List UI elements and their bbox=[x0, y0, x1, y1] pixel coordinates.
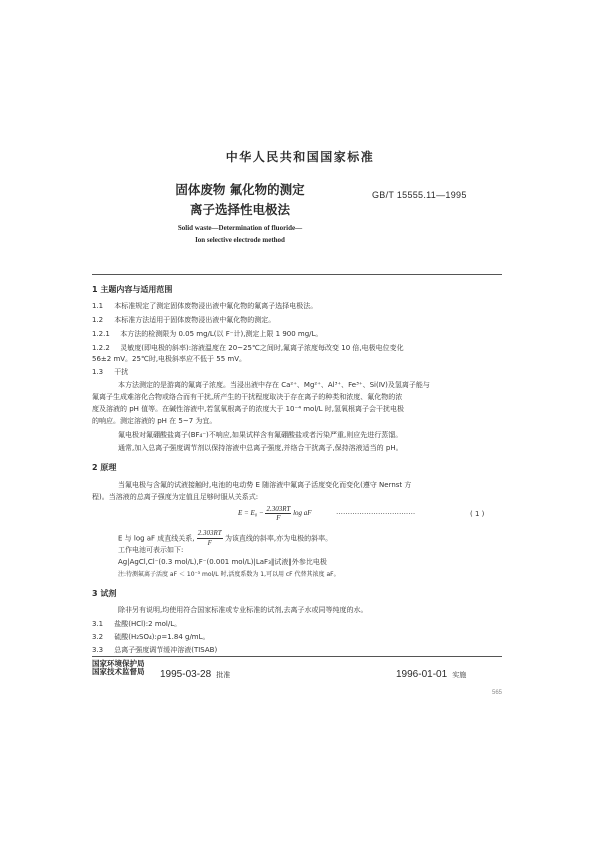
page-number: 565 bbox=[492, 690, 503, 696]
standard-type-heading: 中华人民共和国国家标准 bbox=[225, 150, 375, 164]
principle-note: 注:待测氟离子活度 aF ＜ 10⁻³ mol/L 时,活度系数为 1,可以用 cF 代替其浓度 aF。 bbox=[118, 571, 340, 578]
clause-number: 3.2 bbox=[92, 633, 104, 641]
equation-lhs: E = E₀ − bbox=[238, 509, 264, 518]
clause-text: 本方法的检测限为 0.05 mg/L(以 F⁻计),测定上限 1 900 mg/L。 bbox=[120, 330, 323, 338]
equation-denominator: F bbox=[276, 514, 281, 522]
reagent-3-2 bbox=[92, 633, 210, 642]
slope-text-a: E 与 log aF 成直线关系, bbox=[118, 534, 195, 543]
principle-para-line-2: 程)。当溶液的总离子强度为定值且足够时服从关系式: bbox=[92, 493, 259, 501]
interference-para-line-4: 的响应。测定溶液的 pH 在 5~7 为宜。 bbox=[92, 417, 217, 425]
implementation-date: 1996-01-01 bbox=[396, 669, 448, 680]
header-divider bbox=[92, 274, 502, 275]
clause-text: 硫酸(H₂SO₄):ρ=1.84 g/mL。 bbox=[114, 633, 210, 641]
clause-number: 3.1 bbox=[92, 620, 104, 628]
clause-text: 本标准规定了测定固体废物浸出液中氟化物的氟离子选择电极法。 bbox=[114, 302, 318, 310]
equation-tail: log aF bbox=[293, 509, 312, 518]
interference-para-line-2: 氟离子生成难溶化合物或络合而有干扰,所产生的干扰程度取决于存在离子的种类和浓度、氟化物的浓 bbox=[92, 393, 403, 401]
english-title-line-2: Ion selective electrode method bbox=[195, 236, 285, 244]
implementation-date-block bbox=[396, 662, 466, 681]
clause-number: 3.3 bbox=[92, 646, 104, 654]
approval-date: 1995-03-28 bbox=[160, 669, 212, 680]
principle-para-line-1: 当氟电极与含氟的试液接触时,电池的电动势 E 随溶液中氟离子活度变化而变化(遵守 Nernst 方 bbox=[118, 481, 412, 489]
reagent-3-3 bbox=[92, 646, 217, 655]
cell-intro: 工作电池可表示如下: bbox=[118, 546, 184, 554]
slope-numerator: 2.303RT bbox=[197, 529, 222, 537]
interference-para-2: 氟电极对氟硼酸盐离子(BF₄⁻)不响应,如果试样含有氟硼酸盐或者污染严重,则应先进行蒸馏。 bbox=[118, 431, 403, 439]
clause-number: 1.2.2 bbox=[92, 344, 110, 352]
clause-text: 盐酸(HCl):2 mol/L。 bbox=[114, 620, 182, 628]
clause-text: 总离子强度调节缓冲溶液(TISAB) bbox=[114, 646, 218, 654]
slope-text-b: 为该直线的斜率,亦为电极的斜率。 bbox=[224, 534, 333, 543]
clause-1-2-1 bbox=[92, 330, 322, 339]
interference-para-3: 通常,加入总离子强度调节剂以保持溶液中总离子强度,并络合干扰离子,保持溶液适当的 pH。 bbox=[118, 444, 403, 452]
clause-number: 1.2 bbox=[92, 316, 104, 324]
cell-notation: Ag|AgCl,Cl⁻(0.3 mol/L),F⁻(0.001 mol/L)|LaF₃‖试液‖外参比电极 bbox=[118, 558, 327, 566]
clause-number: 1.1 bbox=[92, 302, 104, 310]
approving-org-1: 国家环境保护局 bbox=[92, 659, 145, 668]
section-3-heading: 3 试剂 bbox=[92, 589, 117, 598]
footer-divider bbox=[92, 656, 502, 657]
title-line-1: 固体废物 氟化物的测定 bbox=[175, 182, 305, 197]
section-1-heading: 1 主题内容与适用范围 bbox=[92, 285, 173, 294]
approval-label: 批准 bbox=[216, 671, 231, 679]
equation-leader: ·································· bbox=[336, 510, 416, 518]
clause-text: 干扰 bbox=[114, 368, 129, 376]
title-line-2: 离子选择性电极法 bbox=[189, 202, 290, 217]
clause-1-3 bbox=[92, 368, 128, 377]
implementation-label: 实施 bbox=[452, 671, 467, 679]
equation-fraction bbox=[265, 505, 291, 522]
slope-fraction bbox=[197, 529, 223, 548]
reagents-intro: 除非另有说明,均使用符合国家标准或专业标准的试剂,去离子水或同等纯度的水。 bbox=[118, 606, 368, 614]
section-2-heading: 2 原理 bbox=[92, 463, 117, 472]
clause-1-2-2 bbox=[92, 344, 404, 353]
clause-1-2-2-cont: 56±2 mV。25℃时,电极斜率应不低于 55 mV。 bbox=[92, 355, 247, 363]
clause-1-2 bbox=[92, 316, 275, 325]
interference-para-line-1: 本方法测定的是游离的氟离子浓度。当浸出液中存在 Ca²⁺、Mg²⁺、Al³⁺、Fe³⁺、Si(Ⅳ)及氢离子能与 bbox=[118, 381, 430, 389]
interference-para-line-3: 度及溶液的 pH 值等。在碱性溶液中,若氢氧根离子的浓度大于 10⁻⁴ mol/L 时,氢氧根离子会干扰电极 bbox=[92, 405, 404, 413]
clause-text: 灵敏度(即电极的斜率):溶液温度在 20~25℃之间时,氟离子浓度每改变 10 倍,电极电位变化 bbox=[120, 344, 404, 352]
english-title-line-1: Solid waste—Determination of fluoride— bbox=[177, 224, 303, 232]
clause-number: 1.3 bbox=[92, 368, 104, 376]
equation-number: ( 1 ) bbox=[470, 510, 485, 518]
equation-numerator: 2.303RT bbox=[266, 505, 291, 513]
clause-1-1 bbox=[92, 302, 317, 311]
clause-text: 本标准方法适用于固体废物浸出液中氟化物的测定。 bbox=[114, 316, 276, 324]
approval-date-block bbox=[160, 662, 230, 681]
reagent-3-1 bbox=[92, 620, 181, 629]
nernst-equation bbox=[238, 505, 312, 522]
standard-code: GB/T 15555.11—1995 bbox=[372, 190, 467, 200]
clause-number: 1.2.1 bbox=[92, 330, 110, 338]
approving-org-2: 国家技术监督局 bbox=[92, 667, 145, 676]
slope-denominator: F bbox=[207, 539, 212, 547]
